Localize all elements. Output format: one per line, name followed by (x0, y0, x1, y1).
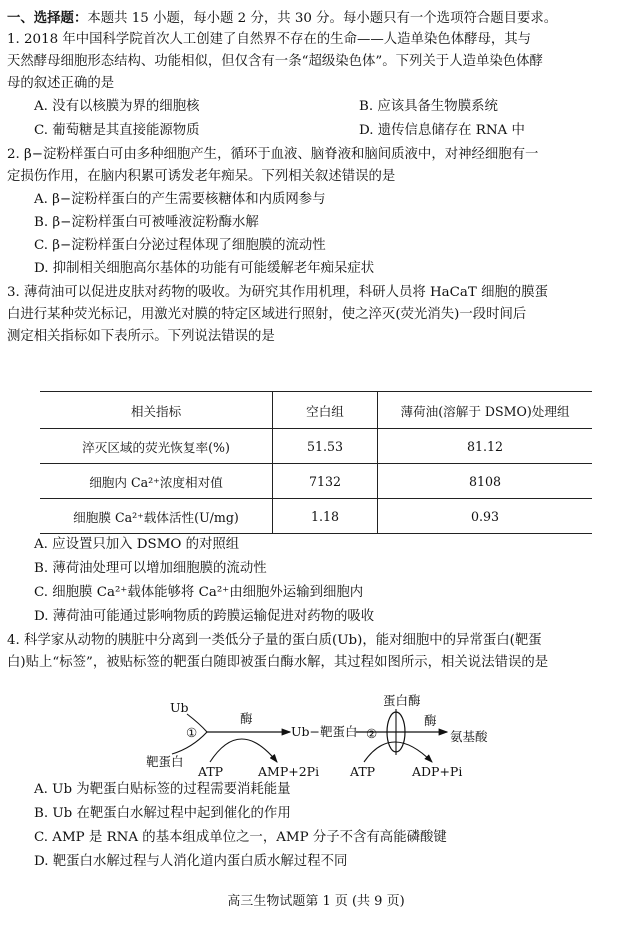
page-footer: 高三生物试题第 1 页 (共 9 页) (227, 894, 405, 909)
q2-option-b: B. β−淀粉样蛋白可被唾液淀粉酶水解 (34, 215, 259, 230)
diagram-target-protein-label: 靶蛋白 (146, 754, 184, 769)
q2-option-c: C. β−淀粉样蛋白分泌过程体现了细胞膜的流动性 (34, 238, 326, 253)
q3-option-c: C. 细胞膜 Ca²⁺载体能够将 Ca²⁺由细胞外运输到细胞内 (34, 585, 364, 600)
table-row (40, 464, 592, 499)
q4-stem-line-1: 4. 科学家从动物的胰脏中分离到一类低分子量的蛋白质(Ub)，能对细胞中的异常蛋白(靶蛋 (7, 633, 542, 648)
q3-data-table (40, 391, 592, 534)
diagram-atp-label-2: ATP (350, 764, 376, 779)
diagram-ub-label: Ub (170, 700, 189, 715)
table-cell: 81.12 (378, 429, 593, 464)
q4-option-d: D. 靶蛋白水解过程与人消化道内蛋白质水解过程不同 (34, 854, 348, 869)
q1-stem-line-2: 天然酵母细胞形态结构、功能相似，但仅含有一条“超级染色体”。下列关于人造单染色体酵 (7, 54, 543, 69)
q3-stem-line-3: 测定相关指标如下表所示。下列说法错误的是 (7, 329, 275, 344)
diagram-ub-target-label: Ub−靶蛋白 (291, 724, 358, 739)
table-cell: 淬灭区域的荧光恢复率(%) (40, 429, 273, 464)
table-header-treatment-group: 薄荷油(溶解于 DSMO)处理组 (378, 392, 593, 429)
diagram-protease-label: 蛋白酶 (383, 693, 421, 708)
diagram-step-2-marker: ② (366, 726, 378, 741)
section-instruction: 本题共 15 小题，每小题 2 分，共 30 分。每小题只有一个选项符合题目要求。 (87, 11, 558, 26)
q2-option-a: A. β−淀粉样蛋白的产生需要核糖体和内质网参与 (34, 192, 326, 207)
q3-stem-line-1: 3. 薄荷油可以促进皮肤对药物的吸收。为研究其作用机理，科研人员将 HaCaT 细胞的膜蛋 (7, 285, 549, 300)
atp-to-amp-curve (210, 739, 277, 762)
table-cell: 细胞内 Ca²⁺浓度相对值 (40, 464, 273, 499)
section-heading: 一、选择题： (7, 10, 88, 26)
q3-stem-line-2: 白进行某种荧光标记，用激光对膜的特定区域进行照射，使之淬灭(荧光消失)一段时间后 (7, 307, 527, 322)
q3-option-a: A. 应设置只加入 DSMO 的对照组 (34, 537, 240, 552)
table-header-blank-group: 空白组 (273, 392, 378, 429)
diagram-enzyme-label-2: 酶 (424, 713, 437, 728)
table-cell: 1.18 (273, 499, 378, 534)
table-row (40, 429, 592, 464)
q2-stem-line-1: 2. β−淀粉样蛋白可由多种细胞产生，循环于血液、脑脊液和脑间质液中，对神经细胞有一 (7, 147, 539, 162)
q3-option-d: D. 薄荷油可能通过影响物质的跨膜运输促进对药物的吸收 (34, 609, 375, 624)
q4-process-diagram (0, 692, 632, 782)
table-cell: 细胞膜 Ca²⁺载体活性(U/mg) (40, 499, 273, 534)
table-cell: 7132 (273, 464, 378, 499)
q1-stem-line-1: 1. 2018 年中国科学院首次人工创建了自然界不存在的生命——人造单染色体酵母，其与 (7, 32, 532, 47)
diagram-adp-label: ADP+Pi (412, 764, 463, 779)
q1-option-d: D. 遗传信息储存在 RNA 中 (359, 123, 525, 138)
table-header-indicator: 相关指标 (40, 392, 273, 429)
q3-option-b: B. 薄荷油处理可以增加细胞膜的流动性 (34, 561, 267, 576)
diagram-amp-label: AMP+2Pi (258, 764, 320, 779)
q1-option-a: A. 没有以核膜为界的细胞核 (34, 99, 200, 114)
diagram-enzyme-label-1: 酶 (240, 711, 253, 726)
q4-option-a: A. Ub 为靶蛋白贴标签的过程需要消耗能量 (34, 782, 291, 797)
table-header-row (40, 392, 592, 429)
table-cell: 51.53 (273, 429, 378, 464)
q2-stem-line-2: 定损伤作用，在脑内积累可诱发老年痴呆。下列相关叙述错误的是 (7, 169, 396, 184)
q1-stem-line-3: 母的叙述正确的是 (7, 76, 115, 91)
q2-option-d: D. 抑制相关细胞高尔基体的功能有可能缓解老年痴呆症状 (34, 261, 375, 276)
q4-option-c: C. AMP 是 RNA 的基本组成单位之一，AMP 分子不含有高能磷酸键 (34, 830, 447, 845)
diagram-step-1-marker: ① (186, 725, 198, 740)
table-row (40, 499, 592, 534)
diagram-amino-acid-label: 氨基酸 (450, 729, 488, 744)
table-cell: 0.93 (378, 499, 593, 534)
section-heading-line (7, 9, 618, 28)
diagram-atp-label-1: ATP (198, 764, 224, 779)
q1-option-c: C. 葡萄糖是其直接能源物质 (34, 123, 200, 138)
q4-stem-line-2: 白)贴上“标签”，被贴标签的靶蛋白随即被蛋白酶水解，其过程如图所示，相关说法错误的是 (7, 655, 549, 670)
table-cell: 8108 (378, 464, 593, 499)
q4-option-b: B. Ub 在靶蛋白水解过程中起到催化的作用 (34, 806, 291, 821)
q1-option-b: B. 应该具备生物膜系统 (359, 99, 498, 114)
